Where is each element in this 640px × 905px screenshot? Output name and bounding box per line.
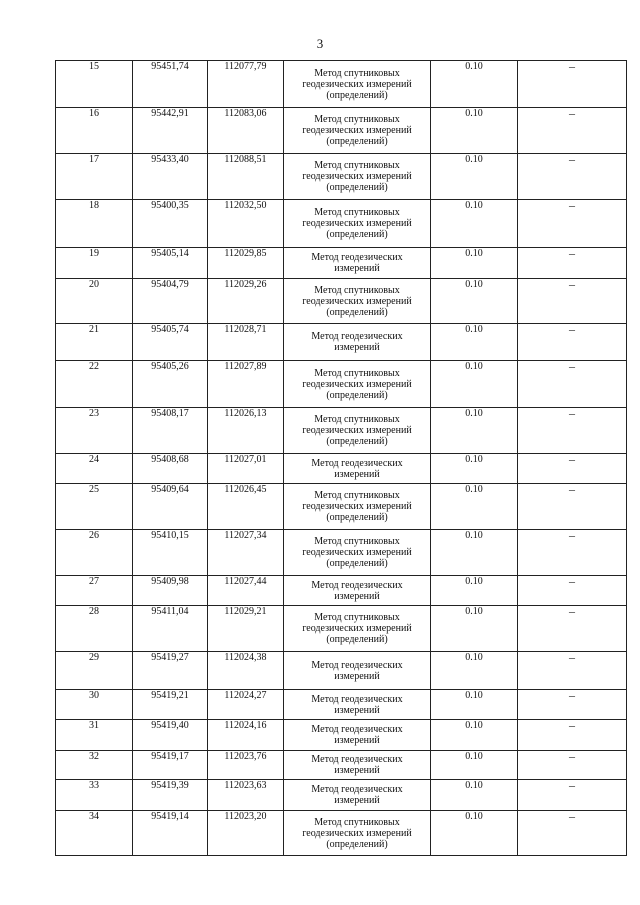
accuracy-cell: 0.10: [431, 61, 518, 108]
method-cell: [284, 652, 431, 690]
point-number-cell: 23: [56, 408, 133, 454]
x-coordinate-cell: 95410,15: [133, 530, 208, 576]
accuracy-cell: 0.10: [431, 780, 518, 811]
method-text: Метод спутниковых геодезических измерений (определений): [302, 67, 412, 101]
method-text: Метод спутниковых геодезических измерений (определений): [302, 114, 412, 147]
method-text: Метод спутниковых геодезических измерений (определений): [302, 367, 412, 401]
table-row: [56, 576, 627, 606]
note-cell: –: [518, 248, 627, 279]
table-row: [56, 200, 627, 248]
accuracy-cell: 0.10: [431, 361, 518, 408]
method-text: Метод спутниковых геодезических измерений (определений): [302, 536, 412, 569]
note-cell: –: [518, 454, 627, 484]
accuracy-cell: 0.10: [431, 484, 518, 530]
method-cell: [284, 780, 431, 811]
accuracy-cell: 0.10: [431, 454, 518, 484]
method-cell: [284, 154, 431, 200]
table-row: [56, 530, 627, 576]
point-number-cell: 33: [56, 780, 133, 811]
x-coordinate-cell: 95419,14: [133, 811, 208, 856]
y-coordinate-cell: 112024,27: [208, 690, 284, 720]
point-number-cell: 27: [56, 576, 133, 606]
method-text: Метод геодезических измерений: [311, 457, 403, 480]
x-coordinate-cell: 95408,68: [133, 454, 208, 484]
y-coordinate-cell: 112023,76: [208, 751, 284, 780]
note-cell: –: [518, 361, 627, 408]
method-cell: [284, 484, 431, 530]
table-row: [56, 690, 627, 720]
method-cell: [284, 576, 431, 606]
accuracy-cell: 0.10: [431, 408, 518, 454]
accuracy-cell: 0.10: [431, 576, 518, 606]
x-coordinate-cell: 95400,35: [133, 200, 208, 248]
method-text: Метод геодезических измерений: [311, 693, 403, 716]
method-text: Метод геодезических измерений: [311, 659, 403, 682]
table-row: [56, 154, 627, 200]
method-cell: [284, 606, 431, 652]
y-coordinate-cell: 112029,26: [208, 279, 284, 324]
x-coordinate-cell: 95419,39: [133, 780, 208, 811]
y-coordinate-cell: 112026,13: [208, 408, 284, 454]
note-cell: –: [518, 751, 627, 780]
method-cell: [284, 530, 431, 576]
x-coordinate-cell: 95419,17: [133, 751, 208, 780]
accuracy-cell: 0.10: [431, 324, 518, 361]
method-text: Метод спутниковых геодезических измерений (определений): [302, 207, 412, 240]
y-coordinate-cell: 112028,71: [208, 324, 284, 361]
x-coordinate-cell: 95409,98: [133, 576, 208, 606]
y-coordinate-cell: 112027,01: [208, 454, 284, 484]
point-number-cell: 21: [56, 324, 133, 361]
accuracy-cell: 0.10: [431, 690, 518, 720]
page-number: 3: [316, 36, 324, 51]
method-cell: [284, 751, 431, 780]
coordinates-table-body: [56, 61, 627, 856]
point-number-cell: 19: [56, 248, 133, 279]
x-coordinate-cell: 95451,74: [133, 61, 208, 108]
point-number-cell: 17: [56, 154, 133, 200]
table-row: [56, 454, 627, 484]
point-number-cell: 34: [56, 811, 133, 856]
y-coordinate-cell: 112032,50: [208, 200, 284, 248]
method-text: Метод геодезических измерений: [311, 579, 403, 602]
method-text: Метод спутниковых геодезических измерений (определений): [302, 160, 412, 193]
method-cell: [284, 408, 431, 454]
note-cell: –: [518, 408, 627, 454]
method-text: Метод спутниковых геодезических измерений (определений): [302, 816, 412, 850]
accuracy-cell: 0.10: [431, 606, 518, 652]
accuracy-cell: 0.10: [431, 248, 518, 279]
x-coordinate-cell: 95409,64: [133, 484, 208, 530]
table-row: [56, 361, 627, 408]
point-number-cell: 18: [56, 200, 133, 248]
x-coordinate-cell: 95442,91: [133, 108, 208, 154]
note-cell: –: [518, 200, 627, 248]
x-coordinate-cell: 95419,27: [133, 652, 208, 690]
note-cell: –: [518, 576, 627, 606]
table-row: [56, 811, 627, 856]
x-coordinate-cell: 95433,40: [133, 154, 208, 200]
table-row: [56, 324, 627, 361]
y-coordinate-cell: 112023,63: [208, 780, 284, 811]
method-cell: [284, 248, 431, 279]
accuracy-cell: 0.10: [431, 530, 518, 576]
y-coordinate-cell: 112024,38: [208, 652, 284, 690]
method-text: Метод спутниковых геодезических измерений (определений): [302, 284, 412, 318]
point-number-cell: 26: [56, 530, 133, 576]
y-coordinate-cell: 112026,45: [208, 484, 284, 530]
x-coordinate-cell: 95404,79: [133, 279, 208, 324]
table-row: [56, 780, 627, 811]
method-cell: [284, 61, 431, 108]
y-coordinate-cell: 112027,44: [208, 576, 284, 606]
y-coordinate-cell: 112088,51: [208, 154, 284, 200]
method-cell: [284, 690, 431, 720]
x-coordinate-cell: 95419,21: [133, 690, 208, 720]
x-coordinate-cell: 95411,04: [133, 606, 208, 652]
point-number-cell: 20: [56, 279, 133, 324]
point-number-cell: 22: [56, 361, 133, 408]
method-text: Метод геодезических измерений: [311, 784, 403, 806]
note-cell: –: [518, 154, 627, 200]
note-cell: –: [518, 324, 627, 361]
point-number-cell: 29: [56, 652, 133, 690]
accuracy-cell: 0.10: [431, 811, 518, 856]
table-row: [56, 408, 627, 454]
point-number-cell: 32: [56, 751, 133, 780]
note-cell: –: [518, 606, 627, 652]
method-cell: [284, 720, 431, 751]
x-coordinate-cell: 95405,14: [133, 248, 208, 279]
accuracy-cell: 0.10: [431, 652, 518, 690]
table-row: [56, 279, 627, 324]
method-text: Метод спутниковых геодезических измерений (определений): [302, 612, 412, 645]
accuracy-cell: 0.10: [431, 751, 518, 780]
table-row: [56, 248, 627, 279]
note-cell: –: [518, 108, 627, 154]
y-coordinate-cell: 112077,79: [208, 61, 284, 108]
method-cell: [284, 361, 431, 408]
table-row: [56, 108, 627, 154]
note-cell: –: [518, 61, 627, 108]
y-coordinate-cell: 112083,06: [208, 108, 284, 154]
table-row: [56, 720, 627, 751]
y-coordinate-cell: 112024,16: [208, 720, 284, 751]
note-cell: –: [518, 279, 627, 324]
method-cell: [284, 279, 431, 324]
note-cell: –: [518, 530, 627, 576]
method-text: Метод геодезических измерений: [311, 331, 403, 353]
y-coordinate-cell: 112027,34: [208, 530, 284, 576]
x-coordinate-cell: 95405,74: [133, 324, 208, 361]
x-coordinate-cell: 95405,26: [133, 361, 208, 408]
note-cell: –: [518, 720, 627, 751]
point-number-cell: 28: [56, 606, 133, 652]
method-cell: [284, 454, 431, 484]
accuracy-cell: 0.10: [431, 279, 518, 324]
x-coordinate-cell: 95408,17: [133, 408, 208, 454]
method-text: Метод геодезических измерений: [311, 724, 403, 746]
table-row: [56, 61, 627, 108]
method-cell: [284, 811, 431, 856]
method-cell: [284, 108, 431, 154]
point-number-cell: 25: [56, 484, 133, 530]
note-cell: –: [518, 811, 627, 856]
method-cell: [284, 324, 431, 361]
method-text: Метод спутниковых геодезических измерений (определений): [302, 490, 412, 523]
point-number-cell: 16: [56, 108, 133, 154]
y-coordinate-cell: 112029,21: [208, 606, 284, 652]
coordinates-table: [55, 60, 627, 856]
accuracy-cell: 0.10: [431, 200, 518, 248]
accuracy-cell: 0.10: [431, 720, 518, 751]
point-number-cell: 30: [56, 690, 133, 720]
point-number-cell: 31: [56, 720, 133, 751]
table-row: [56, 751, 627, 780]
method-cell: [284, 200, 431, 248]
method-text: Метод спутниковых геодезических измерений (определений): [302, 414, 412, 447]
y-coordinate-cell: 112029,85: [208, 248, 284, 279]
accuracy-cell: 0.10: [431, 108, 518, 154]
y-coordinate-cell: 112027,89: [208, 361, 284, 408]
method-text: Метод геодезических измерений: [311, 252, 403, 274]
table-row: [56, 606, 627, 652]
x-coordinate-cell: 95419,40: [133, 720, 208, 751]
table-row: [56, 652, 627, 690]
note-cell: –: [518, 690, 627, 720]
note-cell: –: [518, 652, 627, 690]
table-row: [56, 484, 627, 530]
y-coordinate-cell: 112023,20: [208, 811, 284, 856]
point-number-cell: 24: [56, 454, 133, 484]
note-cell: –: [518, 484, 627, 530]
method-text: Метод геодезических измерений: [311, 754, 403, 776]
note-cell: –: [518, 780, 627, 811]
point-number-cell: 15: [56, 61, 133, 108]
accuracy-cell: 0.10: [431, 154, 518, 200]
